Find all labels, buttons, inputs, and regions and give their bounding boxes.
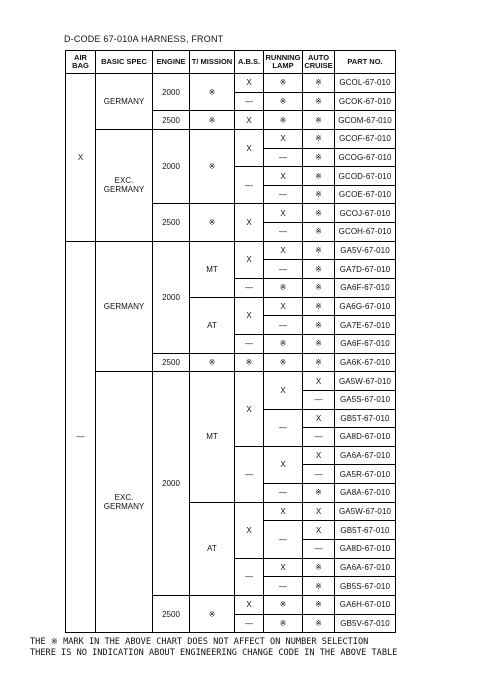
footnote-mark-note: THE ※ MARK IN THE ABOVE CHART DOES NOT AFFECT ON NUMBER SELECTION: [30, 637, 369, 647]
engine-cell: 2500: [153, 204, 190, 241]
part-number-cell: GCOJ-67-010: [335, 204, 396, 223]
transmission-cell: ※: [190, 353, 235, 372]
abs-cell: X: [235, 111, 264, 130]
auto-cruise-cell: —: [303, 540, 335, 559]
header-transmission: T/ MISSION: [190, 51, 235, 74]
running-lamp-cell: ※: [264, 353, 303, 372]
abs-cell: X: [235, 74, 264, 93]
header-basic-spec: BASIC SPEC: [96, 51, 153, 74]
auto-cruise-cell: —: [303, 428, 335, 447]
running-lamp-cell: —: [264, 484, 303, 503]
part-number-cell: GB5S-67-010: [335, 577, 396, 596]
running-lamp-cell: ※: [264, 74, 303, 93]
part-number-cell: GCOM-67-010: [335, 111, 396, 130]
auto-cruise-cell: ※: [303, 167, 335, 186]
running-lamp-cell: ※: [264, 111, 303, 130]
part-number-cell: GB5T-67-010: [335, 409, 396, 428]
transmission-cell: ※: [190, 595, 235, 632]
running-lamp-cell: —: [264, 223, 303, 242]
header-running-lamp: RUNNING LAMP: [264, 51, 303, 74]
basic-spec-cell: GERMANY: [96, 74, 153, 130]
part-number-cell: GA7E-67-010: [335, 316, 396, 335]
auto-cruise-cell: X: [303, 521, 335, 540]
abs-cell: —: [235, 558, 264, 595]
running-lamp-cell: X: [264, 372, 303, 409]
part-number-cell: GA7D-67-010: [335, 260, 396, 279]
abs-cell: —: [235, 334, 264, 353]
abs-cell: X: [235, 129, 264, 166]
running-lamp-cell: ※: [264, 334, 303, 353]
auto-cruise-cell: ※: [303, 316, 335, 335]
header-auto-cruise: AUTO CRUISE: [303, 51, 335, 74]
part-number-cell: GA5V-67-010: [335, 241, 396, 260]
auto-cruise-cell: ※: [303, 484, 335, 503]
running-lamp-cell: —: [264, 185, 303, 204]
part-number-cell: GCOG-67-010: [335, 148, 396, 167]
part-number-cell: GA6K-67-010: [335, 353, 396, 372]
table-row: [66, 372, 396, 391]
auto-cruise-cell: ※: [303, 129, 335, 148]
running-lamp-cell: X: [264, 129, 303, 148]
footnotes: [30, 637, 397, 659]
auto-cruise-cell: ※: [303, 297, 335, 316]
part-number-cell: GCOH-67-010: [335, 223, 396, 242]
part-number-cell: GA6F-67-010: [335, 279, 396, 298]
table-row: [66, 74, 396, 93]
transmission-cell: AT: [190, 297, 235, 353]
auto-cruise-cell: ※: [303, 111, 335, 130]
auto-cruise-cell: ※: [303, 74, 335, 93]
running-lamp-cell: ※: [264, 614, 303, 633]
transmission-cell: ※: [190, 129, 235, 204]
engine-cell: 2000: [153, 129, 190, 204]
running-lamp-cell: X: [264, 446, 303, 483]
part-number-cell: GA6A-67-010: [335, 558, 396, 577]
part-number-cell: GA8D-67-010: [335, 540, 396, 559]
auto-cruise-cell: ※: [303, 185, 335, 204]
running-lamp-cell: X: [264, 502, 303, 521]
engine-cell: 2000: [153, 372, 190, 596]
auto-cruise-cell: ※: [303, 334, 335, 353]
abs-cell: X: [235, 204, 264, 241]
auto-cruise-cell: —: [303, 465, 335, 484]
abs-cell: —: [235, 167, 264, 204]
engine-cell: 2000: [153, 74, 190, 111]
auto-cruise-cell: ※: [303, 223, 335, 242]
table-row: [66, 129, 396, 148]
running-lamp-cell: X: [264, 241, 303, 260]
auto-cruise-cell: X: [303, 446, 335, 465]
auto-cruise-cell: —: [303, 390, 335, 409]
transmission-cell: ※: [190, 111, 235, 130]
auto-cruise-cell: ※: [303, 260, 335, 279]
abs-cell: X: [235, 241, 264, 278]
auto-cruise-cell: ※: [303, 577, 335, 596]
auto-cruise-cell: X: [303, 372, 335, 391]
air-bag-cell: —: [66, 241, 96, 632]
running-lamp-cell: —: [264, 577, 303, 596]
header-part-no: PART NO.: [335, 51, 396, 74]
part-number-cell: GA6H-67-010: [335, 595, 396, 614]
air-bag-cell: X: [66, 74, 96, 242]
auto-cruise-cell: ※: [303, 353, 335, 372]
part-number-cell: GCOE-67-010: [335, 185, 396, 204]
engine-cell: 2000: [153, 241, 190, 353]
abs-cell: —: [235, 279, 264, 298]
engine-cell: 2500: [153, 353, 190, 372]
engine-cell: 2500: [153, 595, 190, 632]
part-number-cell: GA5W-67-010: [335, 502, 396, 521]
basic-spec-cell: EXC. GERMANY: [96, 129, 153, 241]
table-row: [66, 241, 396, 260]
basic-spec-cell: GERMANY: [96, 241, 153, 371]
running-lamp-cell: —: [264, 409, 303, 446]
transmission-cell: MT: [190, 372, 235, 502]
running-lamp-cell: —: [264, 260, 303, 279]
parts-table: [65, 50, 396, 633]
header-row: [66, 51, 396, 74]
abs-cell: —: [235, 614, 264, 633]
header-abs: A.B.S.: [235, 51, 264, 74]
auto-cruise-cell: ※: [303, 241, 335, 260]
transmission-cell: ※: [190, 74, 235, 111]
abs-cell: X: [235, 297, 264, 334]
part-number-cell: GA6G-67-010: [335, 297, 396, 316]
part-number-cell: GA5S-67-010: [335, 390, 396, 409]
running-lamp-cell: —: [264, 521, 303, 558]
footnote-engineering-change-note: THERE IS NO INDICATION ABOUT ENGINEERING CHANGE CODE IN THE ABOVE TABLE: [30, 648, 398, 658]
running-lamp-cell: X: [264, 558, 303, 577]
running-lamp-cell: X: [264, 204, 303, 223]
transmission-cell: MT: [190, 241, 235, 297]
part-number-cell: GA8D-67-010: [335, 428, 396, 447]
part-number-cell: GCOK-67-010: [335, 92, 396, 111]
running-lamp-cell: X: [264, 297, 303, 316]
running-lamp-cell: —: [264, 148, 303, 167]
engine-cell: 2500: [153, 111, 190, 130]
abs-cell: ※: [235, 353, 264, 372]
abs-cell: —: [235, 446, 264, 502]
running-lamp-cell: X: [264, 167, 303, 186]
running-lamp-cell: ※: [264, 595, 303, 614]
auto-cruise-cell: ※: [303, 558, 335, 577]
abs-cell: —: [235, 92, 264, 111]
abs-cell: X: [235, 595, 264, 614]
abs-cell: X: [235, 502, 264, 558]
auto-cruise-cell: ※: [303, 148, 335, 167]
auto-cruise-cell: X: [303, 409, 335, 428]
auto-cruise-cell: ※: [303, 279, 335, 298]
part-number-cell: GCOL-67-010: [335, 74, 396, 93]
running-lamp-cell: —: [264, 316, 303, 335]
abs-cell: X: [235, 372, 264, 447]
part-number-cell: GA5W-67-010: [335, 372, 396, 391]
part-number-cell: GA8A-67-010: [335, 484, 396, 503]
basic-spec-cell: EXC. GERMANY: [96, 372, 153, 633]
transmission-cell: ※: [190, 204, 235, 241]
part-number-cell: GA6F-67-010: [335, 334, 396, 353]
document-title: D-CODE 67-010A HARNESS, FRONT: [64, 34, 224, 44]
part-number-cell: GCOF-67-010: [335, 129, 396, 148]
auto-cruise-cell: ※: [303, 614, 335, 633]
part-number-cell: GA6A-67-010: [335, 446, 396, 465]
part-number-cell: GB5V-67-010: [335, 614, 396, 633]
part-number-cell: GCOD-67-010: [335, 167, 396, 186]
auto-cruise-cell: ※: [303, 92, 335, 111]
auto-cruise-cell: ※: [303, 204, 335, 223]
running-lamp-cell: ※: [264, 92, 303, 111]
running-lamp-cell: ※: [264, 279, 303, 298]
transmission-cell: AT: [190, 502, 235, 595]
auto-cruise-cell: X: [303, 502, 335, 521]
part-number-cell: GA5R-67-010: [335, 465, 396, 484]
part-number-cell: GB5T-67-010: [335, 521, 396, 540]
header-air-bag: AIR BAG: [66, 51, 96, 74]
auto-cruise-cell: ※: [303, 595, 335, 614]
header-engine: ENGINE: [153, 51, 190, 74]
